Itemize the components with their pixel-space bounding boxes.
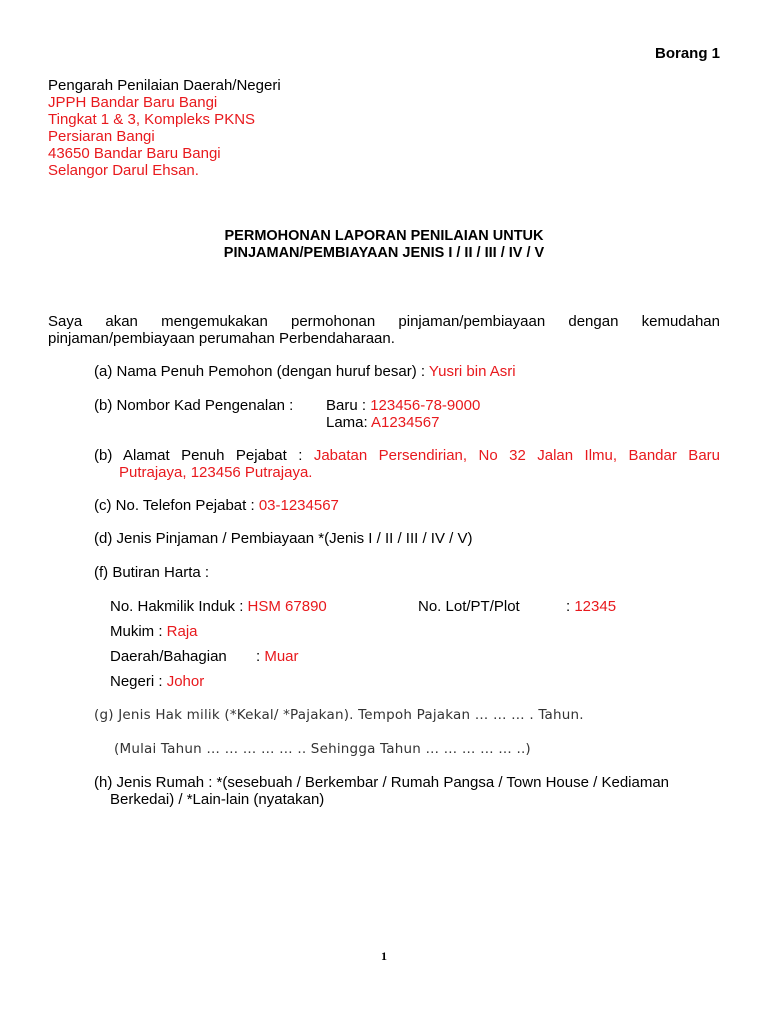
mukim-row bbox=[110, 623, 198, 640]
item-b-lama bbox=[326, 414, 439, 431]
item-h-line-1: (h) Jenis Rumah : *(sesebuah / Berkembar / Rumah Pangsa / Town House / Kediaman bbox=[94, 774, 670, 791]
address-label: (b) Alamat Penuh Pejabat : bbox=[94, 447, 314, 464]
daerah-value: Muar bbox=[264, 648, 299, 665]
lot-label: No. Lot/PT/Plot bbox=[418, 598, 520, 615]
form-label: Borang 1 bbox=[654, 45, 720, 62]
lot-row bbox=[566, 598, 616, 615]
phone-value: 03-1234567 bbox=[258, 497, 339, 514]
item-b2-line-1 bbox=[94, 447, 720, 464]
lot-colon: : bbox=[566, 598, 575, 615]
item-f: (f) Butiran Harta : bbox=[94, 564, 210, 581]
item-a-label: (a) Nama Penuh Pemohon (dengan huruf besar) : bbox=[94, 363, 429, 380]
item-g: (g) Jenis Hak milik (*Kekal/ *Pajakan). Tempoh Pajakan … … … . Tahun. bbox=[94, 707, 584, 723]
recipient-line-5: 43650 Bandar Baru Bangi bbox=[48, 145, 221, 162]
recipient-line-2: JPPH Bandar Baru Bangi bbox=[48, 94, 218, 111]
address-value-2: Putrajaya, 123456 Putrajaya. bbox=[119, 464, 313, 481]
hakmilik-label: No. Hakmilik Induk : bbox=[110, 598, 248, 615]
recipient-line-6: Selangor Darul Ehsan. bbox=[48, 162, 199, 179]
phone-label: (c) No. Telefon Pejabat : bbox=[94, 497, 259, 514]
lama-value: A1234567 bbox=[371, 414, 440, 431]
item-a bbox=[94, 363, 516, 380]
lot-value: 12345 bbox=[574, 598, 617, 615]
intro-line-1: Saya akan mengemukakan permohonan pinjaman/pembiayaan dengan kemudahan bbox=[48, 313, 720, 330]
daerah-colon: : bbox=[256, 648, 265, 665]
page-number: 1 bbox=[381, 949, 387, 963]
recipient-line-4: Persiaran Bangi bbox=[48, 128, 155, 145]
item-d: (d) Jenis Pinjaman / Pembiayaan *(Jenis I / II / III / IV / V) bbox=[94, 530, 473, 547]
item-h-line-2: Berkedai) / *Lain-lain (nyatakan) bbox=[110, 791, 325, 808]
recipient-line-1: Pengarah Penilaian Daerah/Negeri bbox=[48, 77, 281, 94]
item-c bbox=[94, 497, 339, 514]
hakmilik-value: HSM 67890 bbox=[247, 598, 327, 615]
baru-value: 123456-78-9000 bbox=[370, 397, 481, 414]
negeri-row bbox=[110, 673, 204, 690]
document-title-line-2: PINJAMAN/PEMBIAYAAN JENIS I / II / III / IV / V bbox=[223, 245, 545, 261]
recipient-line-3: Tingkat 1 & 3, Kompleks PKNS bbox=[48, 111, 256, 128]
address-value-1: Jabatan Persendirian, No 32 Jalan Ilmu, Bandar Baru bbox=[313, 447, 720, 464]
baru-label: Baru : bbox=[326, 397, 371, 414]
daerah-label: Daerah/Bahagian bbox=[110, 648, 227, 665]
item-b-baru bbox=[326, 397, 480, 414]
negeri-value: Johor bbox=[166, 673, 205, 690]
item-g-period: (Mulai Tahun … … … … … .. Sehingga Tahun … … … … … ..) bbox=[114, 741, 531, 757]
mukim-value: Raja bbox=[166, 623, 198, 640]
mukim-label: Mukim : bbox=[110, 623, 167, 640]
intro-line-2: pinjaman/pembiayaan perumahan Perbendaharaan. bbox=[48, 330, 395, 347]
item-b-label: (b) Nombor Kad Pengenalan : bbox=[94, 397, 294, 414]
negeri-label: Negeri : bbox=[110, 673, 167, 690]
daerah-row bbox=[256, 648, 299, 665]
item-a-value: Yusri bin Asri bbox=[428, 363, 516, 380]
document-title-line-1: PERMOHONAN LAPORAN PENILAIAN UNTUK bbox=[224, 228, 544, 244]
hakmilik-row bbox=[110, 598, 327, 615]
lama-label: Lama: bbox=[326, 414, 372, 431]
